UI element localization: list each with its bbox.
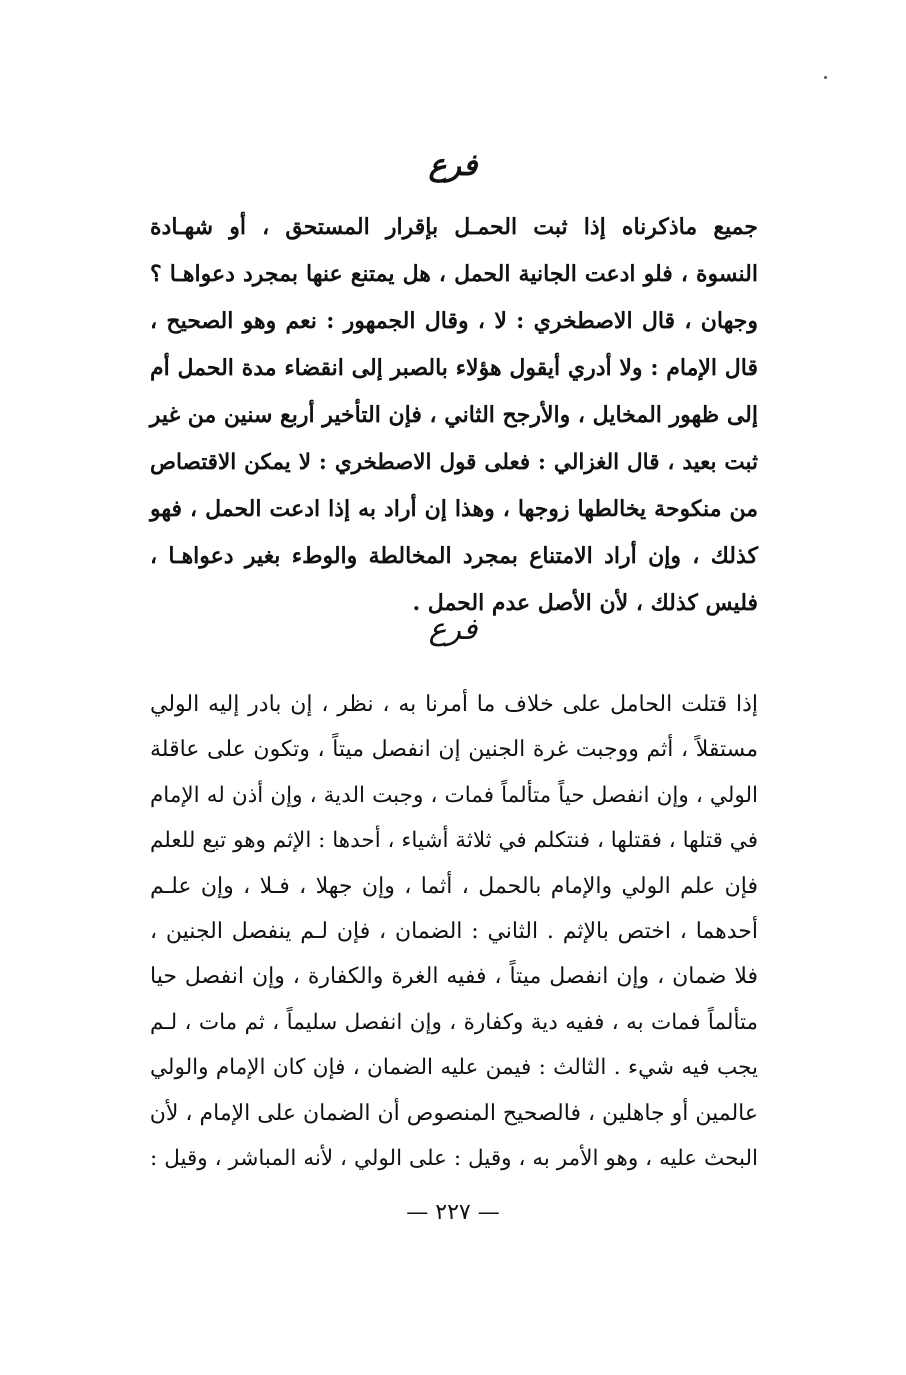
section-heading-2: فرع — [428, 612, 478, 647]
text-line: قال الإمام : ولا أدري أيقول هؤلاء بالصبر إلى انقضاء مدة الحمل أم — [150, 355, 758, 381]
text-line: يجب فيه شيء . الثالث : فيمن عليه الضمان ، فإن كان الإمام والولي — [150, 1055, 758, 1081]
text-line: فلا ضمان ، وإن انفصل ميتاً ، ففيه الغرة والكفارة ، وإن انفصل حيا — [150, 964, 758, 990]
text-line: من منكوحة يخالطها زوجها ، وهذا إن أراد به إذا ادعت الحمل ، فهو — [150, 496, 758, 522]
text-line: أحدهما ، اختص بالإثم . الثاني : الضمان ، فإن لـم ينفصل الجنين ، — [150, 918, 758, 944]
section-2-paragraph — [150, 682, 758, 1181]
text-line: فإن علم الولي والإمام بالحمل ، أثما ، وإن جهلا ، فـلا ، وإن علـم — [150, 873, 758, 899]
text-line: جميع ماذكرناه إذا ثبت الحمـل بإقرار المستحق ، أو شهـادة — [150, 214, 758, 240]
page-number: — ٢٢٧ — — [406, 1200, 500, 1225]
text-line: وجهان ، قال الاصطخري : لا ، وقال الجمهور : نعم وهو الصحيح ، — [150, 308, 758, 334]
text-line: ثبت بعيد ، قال الغزالي : فعلى قول الاصطخري : لا يمكن الاقتصاص — [150, 450, 758, 475]
text-line: في قتلها ، فقتلها ، فنتكلم في ثلاثة أشياء ، أحدها : الإثم وهو تبع للعلم — [150, 828, 758, 854]
section-1-paragraph — [150, 204, 758, 627]
text-line: كذلك ، وإن أراد الامتناع بمجرد المخالطة والوطء بغير دعواهـا ، — [150, 543, 758, 569]
text-line: فليس كذلك ، لأن الأصل عدم الحمل . — [412, 590, 758, 616]
text-line: مستقلاً ، أثم ووجبت غرة الجنين إن انفصل ميتاً ، وتكون على عاقلة — [150, 737, 758, 763]
text-line: البحث عليه ، وهو الأمر به ، وقيل : على الولي ، لأنه المباشر ، وقيل : — [150, 1145, 758, 1171]
text-line: إذا قتلت الحامل على خلاف ما أمرنا به ، نظر ، إن بادر إليه الولي — [150, 692, 758, 717]
section-heading-1: فرع — [428, 148, 478, 183]
text-line: عالمين أو جاهلين ، فالصحيح المنصوص أن الضمان على الإمام ، لأن — [149, 1100, 758, 1126]
text-line: متألماً فمات به ، ففيه دية وكفارة ، وإن انفصل سليماً ، ثم مات ، لـم — [150, 1009, 758, 1035]
page-speck — [824, 76, 827, 79]
text-line: النسوة ، فلو ادعت الجانية الحمل ، هل يمتنع عنها بمجرد دعواهـا ؟ — [150, 261, 758, 287]
text-line: الولي ، وإن انفصل حياً متألماً فمات ، وجبت الدية ، وإن أذن له الإمام — [150, 782, 758, 808]
text-line: إلى ظهور المخايل ، والأرجح الثاني ، فإن التأخير أربع سنين من غير — [149, 402, 758, 428]
